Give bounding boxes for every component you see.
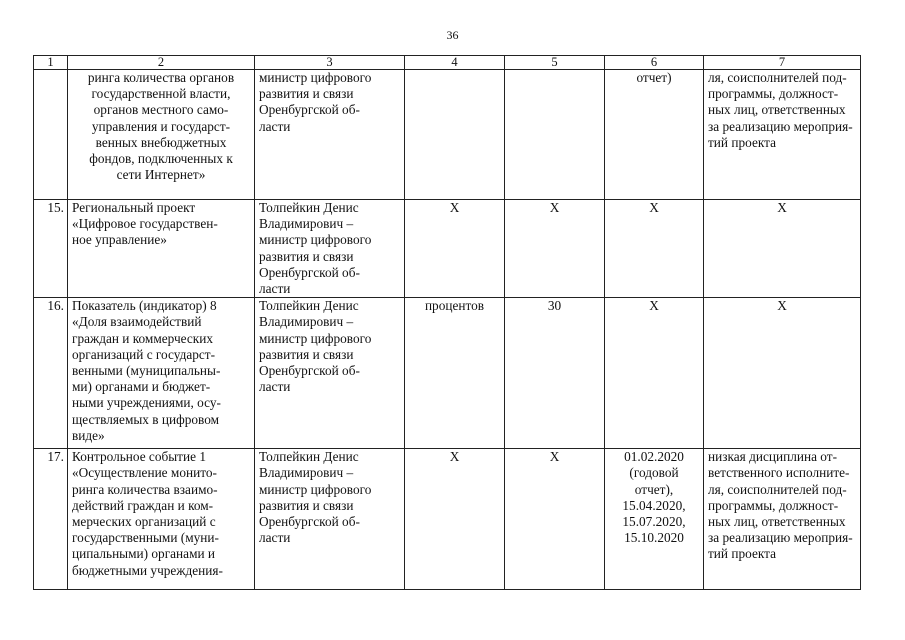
table-row: [34, 449, 861, 590]
risk-cell: X: [704, 200, 861, 298]
deadline-cell: X: [605, 200, 704, 298]
header-cell: 2: [68, 56, 255, 70]
responsible-person: Толпейкин Денис Владимирович – министр цифрового развития и связи Оренбургской об- ласти: [255, 449, 405, 590]
header-cell: 5: [505, 56, 605, 70]
responsible-person: министр цифрового развития и связи Оренбургской об- ласти: [255, 70, 405, 200]
item-name: ринга количества органов государственной власти, органов местного само- управления и государст- венных внебюджетных фондов, подключенных к сети Интернет»: [68, 70, 255, 200]
unit-cell: X: [405, 449, 505, 590]
table-row: [34, 70, 861, 200]
value-cell: 30: [505, 298, 605, 449]
row-number: [34, 70, 68, 200]
header-cell: 1: [34, 56, 68, 70]
header-cell: 3: [255, 56, 405, 70]
responsible-person: Толпейкин Денис Владимирович – министр цифрового развития и связи Оренбургской об- ласти: [255, 298, 405, 449]
row-number: 17.: [34, 449, 68, 590]
value-cell: X: [505, 449, 605, 590]
project-table: [33, 55, 861, 590]
unit-cell: X: [405, 200, 505, 298]
header-cell: 6: [605, 56, 704, 70]
page-number: 36: [446, 28, 459, 42]
table-row: [34, 298, 861, 449]
deadline-cell: 01.02.2020 (годовой отчет), 15.04.2020, 15.07.2020, 15.10.2020: [605, 449, 704, 590]
row-number: 15.: [34, 200, 68, 298]
deadline-cell: X: [605, 298, 704, 449]
value-cell: X: [505, 200, 605, 298]
responsible-person: Толпейкин Денис Владимирович – министр цифрового развития и связи Оренбургской об- ласти: [255, 200, 405, 298]
row-number: 16.: [34, 298, 68, 449]
item-name: Показатель (индикатор) 8 «Доля взаимодействий граждан и коммерческих организаций с государст- венными (муниципальны- ми) органами и бюджет- ными учреждениями, осу- ществляемых в цифровом виде»: [68, 298, 255, 449]
header-cell: 7: [704, 56, 861, 70]
deadline-cell: отчет): [605, 70, 704, 200]
risk-cell: ля, соисполнителей под- программы, должност- ных лиц, ответственных за реализацию мероприя- тий проекта: [704, 70, 861, 200]
table-row: [34, 200, 861, 298]
item-name: Региональный проект «Цифровое государствен- ное управление»: [68, 200, 255, 298]
header-row: [34, 56, 861, 70]
header-cell: 4: [405, 56, 505, 70]
risk-cell: низкая дисциплина от- ветственного исполните- ля, соисполнителей под- программы, должност- ных лиц, ответственных за реализацию мероприя- тий проекта: [704, 449, 861, 590]
value-cell: [505, 70, 605, 200]
unit-cell: [405, 70, 505, 200]
unit-cell: процентов: [405, 298, 505, 449]
item-name: Контрольное событие 1 «Осуществление монито- ринга количества взаимо- действий граждан и ком- мерческих организаций с государственными (муни- ципальными) органами и бюджетными учреждения-: [68, 449, 255, 590]
risk-cell: X: [704, 298, 861, 449]
